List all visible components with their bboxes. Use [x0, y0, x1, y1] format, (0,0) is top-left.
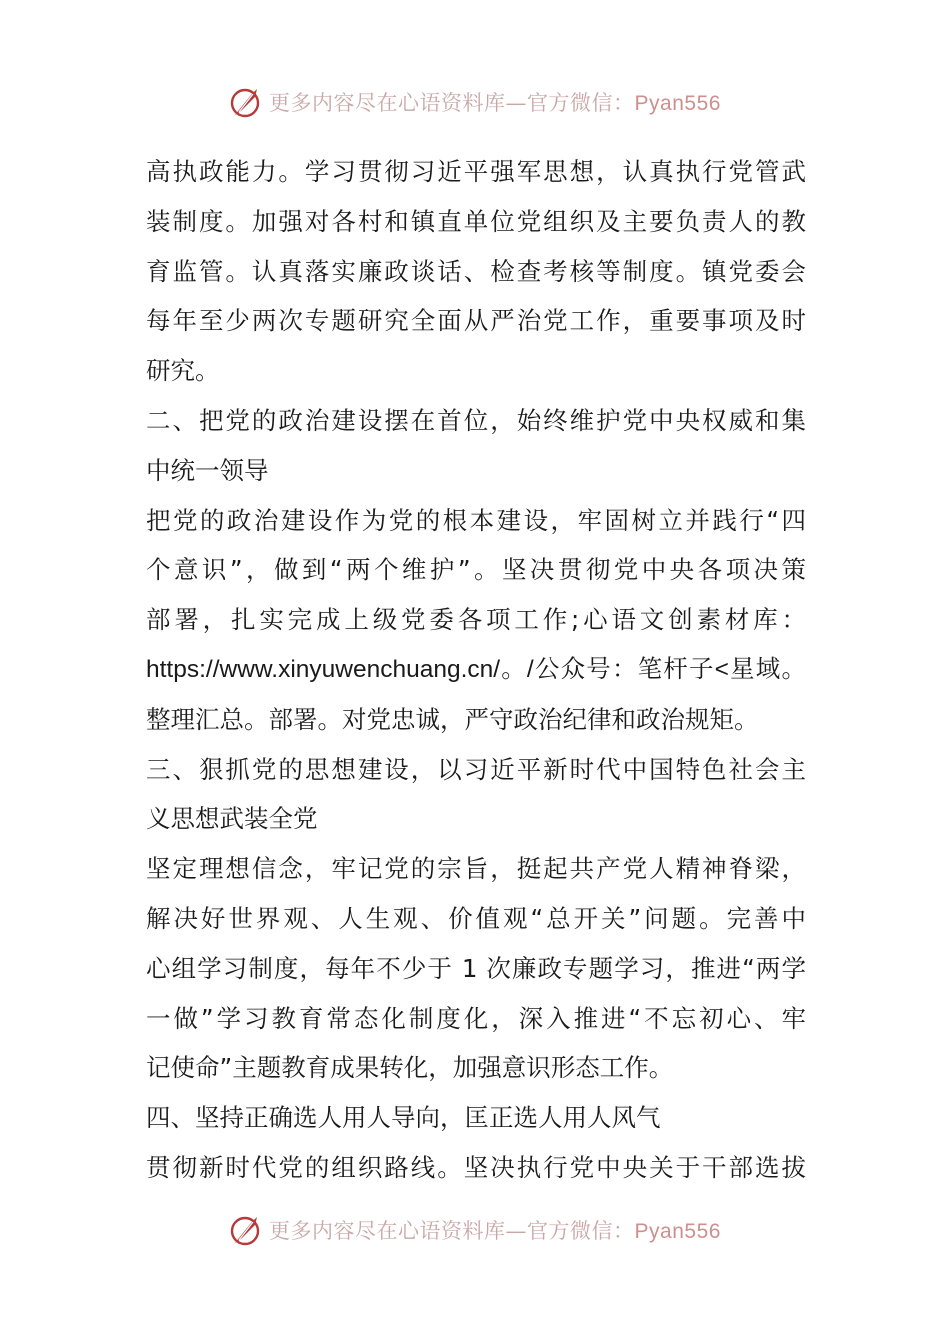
text-line: 三、狠抓党的思想建设，以习近平新时代中国特色社会主	[146, 754, 806, 784]
text-line: 高执政能力。学习贯彻习近平强军思想，认真执行党管武	[146, 157, 806, 186]
text-line: 解决好世界观、人生观、价值观“总开关”问题。完善中	[146, 903, 806, 933]
text-line: 贯彻新时代党的组织路线。坚决执行党中央关于干部选拔	[146, 1152, 806, 1182]
text-line: 记使命”主题教育成果转化，加强意识形态工作。	[146, 1053, 674, 1083]
text-line: 育监管。认真落实廉政谈话、检查考核等制度。镇党委会	[146, 256, 806, 286]
text-line: 整理汇总。部署。对党忠诚，严守政治纪律和政治规矩。	[146, 704, 759, 734]
text-line: 中统一领导	[146, 455, 269, 485]
text-line: 把党的政治建设作为党的根本建设，牢固树立并践行“四	[146, 505, 806, 535]
watermark-wechat-id: Pyan556	[634, 1220, 721, 1243]
watermark-wechat-id: Pyan556	[634, 92, 721, 115]
text-line: 二、把党的政治建设摆在首位，始终维护党中央权威和集	[146, 405, 806, 435]
text-line: 坚定理想信念，牢记党的宗旨，挺起共产党人精神脊梁，	[146, 854, 806, 884]
text-line: 个意识”，做到“两个维护”。坚决贯彻党中央各项决策	[146, 555, 806, 585]
text-line: 一做”学习教育常态化制度化，深入推进“不忘初心、牢	[146, 1003, 806, 1033]
quill-pen-logo-icon	[229, 1213, 263, 1247]
text-line: 每年至少两次专题研究全面从严治党工作，重要事项及时	[146, 306, 806, 336]
text-line: https://www.xinyuwenchuang.cn/。/公众号：笔杆子<星域。	[146, 655, 806, 683]
quill-pen-logo-icon	[229, 85, 263, 119]
header-watermark-banner	[0, 80, 950, 124]
text-line: 心组学习制度，每年不少于 1 次廉政专题学习，推进“两学	[146, 953, 806, 983]
watermark-text-cn: 更多内容尽在心语资料库—官方微信：	[269, 91, 635, 115]
watermark-text	[269, 87, 721, 117]
footer-watermark-banner	[0, 1208, 950, 1252]
text-line: 四、坚持正确选人用人导向，匡正选人用人风气	[146, 1103, 661, 1133]
document-body	[146, 147, 806, 1193]
watermark-text	[269, 1215, 721, 1245]
text-line: 部署，扎实完成上级党委各项工作;心语文创素材库：	[146, 605, 806, 635]
watermark-text-cn: 更多内容尽在心语资料库—官方微信：	[269, 1219, 635, 1243]
text-line: 义思想武装全党	[146, 804, 318, 834]
text-line: 装制度。加强对各村和镇直单位党组织及主要负责人的教	[146, 206, 806, 236]
text-line: 研究。	[146, 356, 220, 386]
